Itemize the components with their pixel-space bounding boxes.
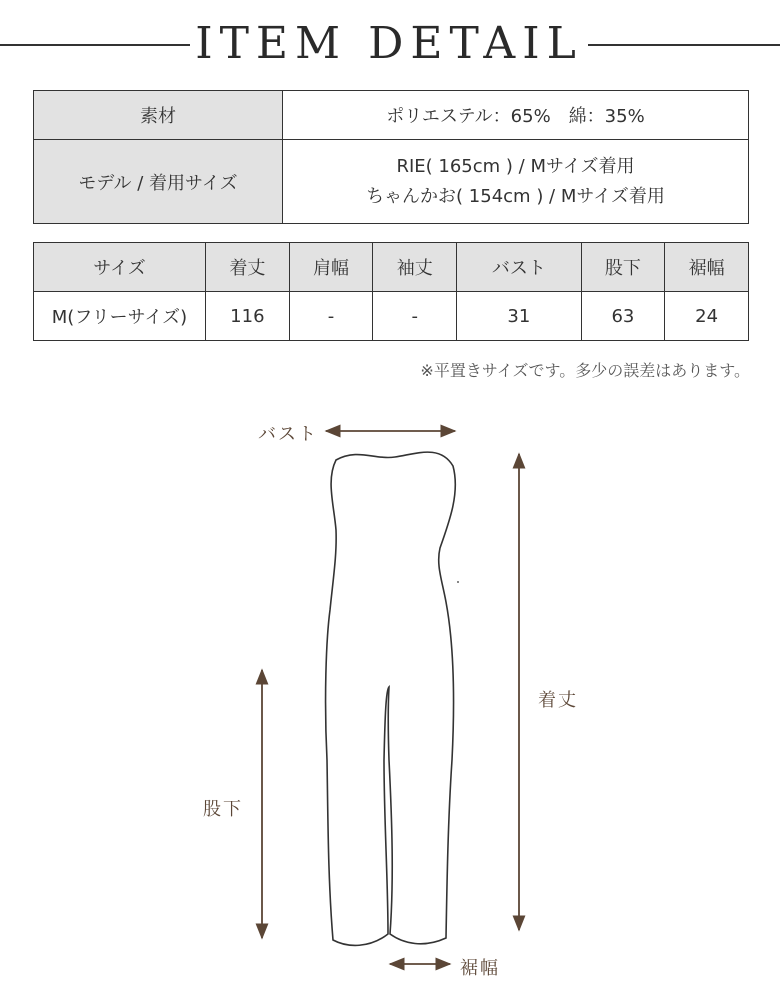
section-title: ITEM DETAIL [195, 18, 583, 69]
size-header-cell: バスト [457, 243, 581, 292]
size-header-cell: 肩幅 [289, 243, 373, 292]
size-header-cell: 袖丈 [373, 243, 457, 292]
size-cell: 116 [206, 292, 290, 341]
model-line: RIE( 165cm ) / Mサイズ着用 [396, 155, 635, 177]
model-line: ちゃんかお( 154cm ) / Mサイズ着用 [366, 185, 665, 207]
jumpsuit-outline [326, 452, 456, 945]
length-label: 着丈 [538, 690, 578, 711]
measurement-note: ※平置きサイズです。多少の誤差はあります。 [420, 361, 750, 380]
size-cell: - [373, 292, 457, 341]
size-cell: M(フリーサイズ) [34, 292, 206, 341]
size-cell: 24 [665, 292, 749, 341]
inseam-label: 股下 [203, 799, 243, 820]
material-label: 素材 [34, 91, 283, 140]
fabric-dot [457, 581, 459, 583]
size-header-cell: サイズ [34, 243, 206, 292]
size-cell: - [289, 292, 373, 341]
hem-width-label: 裾幅 [460, 958, 500, 979]
material-value: ポリエステル：65% 綿：35% [283, 91, 749, 140]
model-label: モデル / 着用サイズ [34, 140, 283, 224]
size-header-cell: 股下 [581, 243, 665, 292]
size-header-cell: 着丈 [206, 243, 290, 292]
bust-label: バスト [258, 424, 318, 445]
size-cell: 31 [457, 292, 581, 341]
size-cell: 63 [581, 292, 665, 341]
size-header-cell: 裾幅 [665, 243, 749, 292]
